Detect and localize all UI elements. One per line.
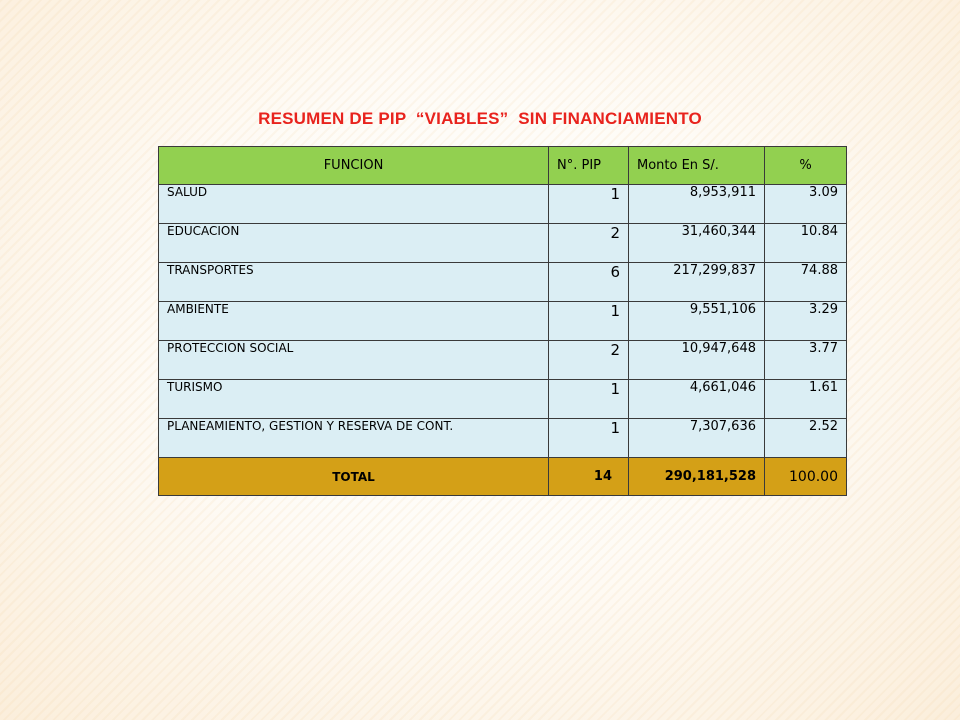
row-funcion: AMBIENTE: [159, 302, 549, 341]
row-percent: 10.84: [765, 224, 847, 263]
row-percent: 3.29: [765, 302, 847, 341]
row-monto: 217,299,837: [629, 263, 765, 302]
header-funcion: FUNCION: [159, 147, 549, 185]
row-funcion: EDUCACION: [159, 224, 549, 263]
table-header-row: [159, 147, 847, 185]
row-funcion: PROTECCION SOCIAL: [159, 341, 549, 380]
table-row: [159, 302, 847, 341]
slide-title: RESUMEN DE PIP “VIABLES” SIN FINANCIAMIENTO: [258, 109, 702, 128]
row-pip: 1: [549, 302, 629, 341]
header-monto: Monto En S/.: [629, 147, 765, 185]
total-monto: 290,181,528: [629, 458, 765, 496]
row-funcion: SALUD: [159, 185, 549, 224]
row-percent: 3.09: [765, 185, 847, 224]
row-pip: 1: [549, 185, 629, 224]
row-pip: 1: [549, 380, 629, 419]
table-row: [159, 419, 847, 458]
row-percent: 2.52: [765, 419, 847, 458]
row-pip: 2: [549, 341, 629, 380]
row-monto: 31,460,344: [629, 224, 765, 263]
row-monto: 4,661,046: [629, 380, 765, 419]
table-row: [159, 224, 847, 263]
row-monto: 7,307,636: [629, 419, 765, 458]
row-monto: 8,953,911: [629, 185, 765, 224]
total-percent: 100.00: [765, 458, 847, 496]
total-row: [159, 458, 847, 496]
header-percent: %: [765, 147, 847, 185]
row-percent: 3.77: [765, 341, 847, 380]
row-percent: 1.61: [765, 380, 847, 419]
row-funcion: PLANEAMIENTO, GESTION Y RESERVA DE CONT.: [159, 419, 549, 458]
row-pip: 1: [549, 419, 629, 458]
total-pip: 14: [549, 458, 629, 496]
row-funcion: TURISMO: [159, 380, 549, 419]
table-row: [159, 341, 847, 380]
table-row: [159, 185, 847, 224]
table-row: [159, 380, 847, 419]
table-row: [159, 263, 847, 302]
total-label: TOTAL: [159, 458, 549, 496]
row-funcion: TRANSPORTES: [159, 263, 549, 302]
row-monto: 9,551,106: [629, 302, 765, 341]
header-pip: N°. PIP: [549, 147, 629, 185]
row-pip: 6: [549, 263, 629, 302]
row-percent: 74.88: [765, 263, 847, 302]
row-monto: 10,947,648: [629, 341, 765, 380]
summary-table: [158, 146, 847, 496]
row-pip: 2: [549, 224, 629, 263]
